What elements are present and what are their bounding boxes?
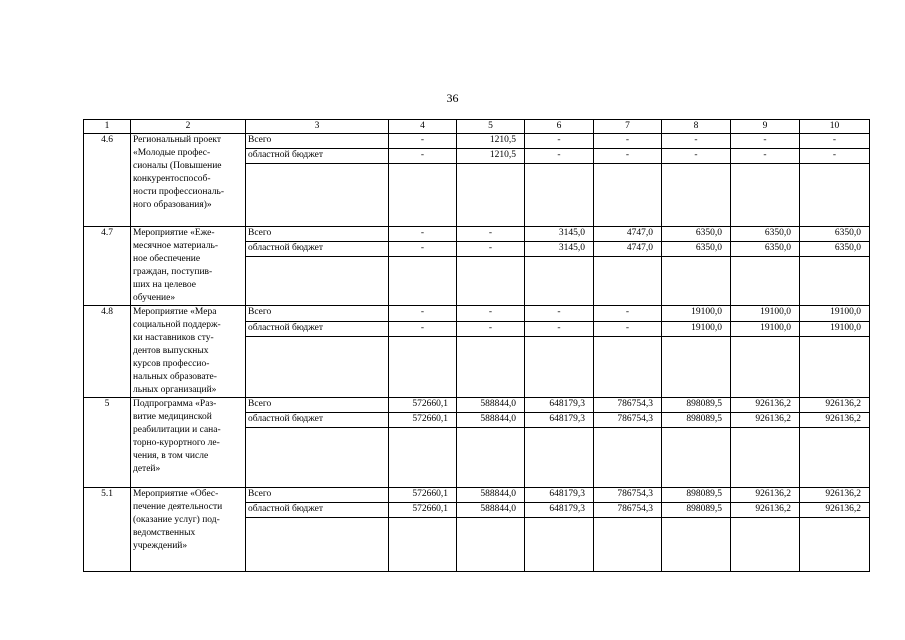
item-name-line: ного образования)» — [133, 200, 212, 210]
empty-cell — [662, 257, 731, 306]
item-name-line: ности профессиональ- — [133, 187, 224, 197]
funding-source: областной бюджет — [246, 321, 389, 337]
item-name-line: Региональный проект — [133, 135, 222, 145]
amount-cell: 6350,0 — [800, 242, 870, 257]
item-name — [131, 227, 246, 306]
empty-cell — [246, 164, 389, 227]
item-name — [131, 134, 246, 227]
amount-cell: 572660,1 — [389, 398, 457, 413]
amount-cell: 926136,2 — [731, 413, 800, 428]
amount-cell: - — [800, 149, 870, 164]
amount-cell: 572660,1 — [389, 503, 457, 518]
item-name-line: Мероприятие «Еже- — [133, 228, 215, 238]
empty-cell — [389, 518, 457, 572]
program-row-total — [84, 488, 870, 503]
amount-cell: - — [800, 134, 870, 149]
empty-cell — [731, 518, 800, 572]
amount-cell: 898089,5 — [662, 413, 731, 428]
program-row-total — [84, 134, 870, 149]
amount-cell: 19100,0 — [662, 321, 731, 337]
amount-cell: 926136,2 — [731, 398, 800, 413]
amount-cell: - — [525, 149, 594, 164]
amount-cell: - — [594, 134, 662, 149]
column-number: 2 — [131, 120, 246, 134]
amount-cell: 926136,2 — [800, 413, 870, 428]
empty-cell — [800, 164, 870, 227]
amount-cell: - — [662, 149, 731, 164]
item-name-line: социальной поддерж- — [133, 320, 221, 330]
item-name — [131, 488, 246, 572]
amount-cell: 1210,5 — [457, 149, 525, 164]
empty-cell — [594, 257, 662, 306]
budget-table — [83, 119, 870, 572]
column-number: 9 — [731, 120, 800, 134]
amount-cell: - — [389, 227, 457, 242]
amount-cell: - — [594, 306, 662, 322]
empty-cell — [389, 164, 457, 227]
item-name-line: детей» — [133, 464, 161, 474]
empty-cell — [525, 164, 594, 227]
amount-cell: 4747,0 — [594, 242, 662, 257]
item-name-line: печение деятельности — [133, 502, 223, 512]
amount-cell: 588844,0 — [457, 503, 525, 518]
amount-cell: 926136,2 — [800, 488, 870, 503]
empty-cell — [246, 337, 389, 398]
column-number: 10 — [800, 120, 870, 134]
empty-cell — [457, 164, 525, 227]
amount-cell: - — [594, 321, 662, 337]
amount-cell: 926136,2 — [731, 503, 800, 518]
empty-cell — [457, 337, 525, 398]
column-number: 5 — [457, 120, 525, 134]
funding-source: Всего — [246, 227, 389, 242]
page-number: 36 — [446, 91, 459, 105]
amount-cell: - — [731, 149, 800, 164]
empty-cell — [246, 428, 389, 488]
item-name-line: дентов выпускных — [133, 346, 209, 356]
amount-cell: 926136,2 — [731, 488, 800, 503]
item-name-line: нальных образовате- — [133, 372, 217, 382]
amount-cell: 6350,0 — [731, 242, 800, 257]
amount-cell: 588844,0 — [457, 398, 525, 413]
empty-cell — [246, 257, 389, 306]
amount-cell: 588844,0 — [457, 488, 525, 503]
column-number: 3 — [246, 120, 389, 134]
amount-cell: 6350,0 — [662, 227, 731, 242]
amount-cell: 19100,0 — [800, 321, 870, 337]
item-name-line: курсов профессио- — [133, 359, 210, 369]
item-name-line: учреждений» — [133, 541, 188, 551]
empty-cell — [389, 337, 457, 398]
amount-cell: 786754,3 — [594, 398, 662, 413]
item-number: 5.1 — [84, 488, 131, 572]
amount-cell: - — [457, 242, 525, 257]
amount-cell: - — [389, 149, 457, 164]
item-name-line: (оказание услуг) под- — [133, 515, 220, 525]
amount-cell: 572660,1 — [389, 488, 457, 503]
amount-cell: 4747,0 — [594, 227, 662, 242]
funding-source: Всего — [246, 488, 389, 503]
amount-cell: 1210,5 — [457, 134, 525, 149]
item-name-line: реабилитации и сана- — [133, 425, 221, 435]
amount-cell: 19100,0 — [731, 321, 800, 337]
amount-cell: 19100,0 — [731, 306, 800, 322]
empty-cell — [457, 257, 525, 306]
amount-cell: 648179,3 — [525, 488, 594, 503]
empty-cell — [662, 164, 731, 227]
item-number: 4.6 — [84, 134, 131, 227]
amount-cell: 648179,3 — [525, 398, 594, 413]
item-name-line: сионалы (Повышение — [133, 161, 222, 171]
item-name-line: ведомственных — [133, 528, 196, 538]
amount-cell: - — [662, 134, 731, 149]
funding-source: областной бюджет — [246, 242, 389, 257]
amount-cell: 588844,0 — [457, 413, 525, 428]
empty-cell — [594, 518, 662, 572]
empty-cell — [594, 164, 662, 227]
empty-cell — [389, 257, 457, 306]
amount-cell: - — [389, 321, 457, 337]
empty-cell — [731, 257, 800, 306]
empty-cell — [731, 337, 800, 398]
item-name — [131, 398, 246, 488]
funding-source: областной бюджет — [246, 413, 389, 428]
item-name-line: «Молодые профес- — [133, 148, 211, 158]
empty-cell — [800, 518, 870, 572]
amount-cell: - — [389, 306, 457, 322]
item-name-line: ное обеспечение — [133, 254, 201, 264]
amount-cell: - — [594, 149, 662, 164]
empty-cell — [525, 518, 594, 572]
column-number: 8 — [662, 120, 731, 134]
amount-cell: 926136,2 — [800, 503, 870, 518]
amount-cell: - — [731, 134, 800, 149]
amount-cell: 572660,1 — [389, 413, 457, 428]
column-number: 7 — [594, 120, 662, 134]
empty-cell — [662, 428, 731, 488]
empty-cell — [246, 518, 389, 572]
empty-cell — [800, 257, 870, 306]
amount-cell: 786754,3 — [594, 488, 662, 503]
empty-cell — [662, 337, 731, 398]
amount-cell: 648179,3 — [525, 503, 594, 518]
empty-cell — [389, 428, 457, 488]
amount-cell: 19100,0 — [662, 306, 731, 322]
item-name-line: ки наставников сту- — [133, 333, 214, 343]
amount-cell: 648179,3 — [525, 413, 594, 428]
empty-cell — [731, 428, 800, 488]
amount-cell: 3145,0 — [525, 227, 594, 242]
funding-source: областной бюджет — [246, 503, 389, 518]
amount-cell: - — [389, 134, 457, 149]
amount-cell: 898089,5 — [662, 398, 731, 413]
column-number: 1 — [84, 120, 131, 134]
amount-cell: 6350,0 — [731, 227, 800, 242]
item-name-line: месячное материаль- — [133, 241, 219, 251]
program-row-total — [84, 306, 870, 322]
funding-source: областной бюджет — [246, 149, 389, 164]
amount-cell: 786754,3 — [594, 503, 662, 518]
empty-cell — [731, 164, 800, 227]
amount-cell: - — [457, 227, 525, 242]
amount-cell: - — [457, 321, 525, 337]
amount-cell: - — [525, 134, 594, 149]
empty-cell — [457, 518, 525, 572]
column-number: 4 — [389, 120, 457, 134]
amount-cell: 898089,5 — [662, 488, 731, 503]
item-name-line: конкурентоспособ- — [133, 174, 211, 184]
empty-cell — [525, 337, 594, 398]
amount-cell: 6350,0 — [800, 227, 870, 242]
item-name — [131, 306, 246, 398]
program-row-total — [84, 227, 870, 242]
item-name-line: торно-курортного ле- — [133, 438, 220, 448]
item-name-line: Подпрограмма «Раз- — [133, 399, 217, 409]
item-name-line: чения, в том числе — [133, 451, 209, 461]
item-name-line: витие медицинской — [133, 412, 212, 422]
empty-cell — [800, 428, 870, 488]
empty-cell — [800, 337, 870, 398]
item-name-line: льных организаций» — [133, 385, 217, 395]
item-name-line: граждан, поступив- — [133, 267, 213, 277]
empty-cell — [525, 428, 594, 488]
amount-cell: - — [389, 242, 457, 257]
funding-source: Всего — [246, 306, 389, 322]
amount-cell: - — [457, 306, 525, 322]
column-number-row — [84, 120, 870, 134]
column-number: 6 — [525, 120, 594, 134]
amount-cell: 898089,5 — [662, 503, 731, 518]
amount-cell: 3145,0 — [525, 242, 594, 257]
funding-source: Всего — [246, 134, 389, 149]
empty-cell — [594, 337, 662, 398]
empty-cell — [457, 428, 525, 488]
amount-cell: 6350,0 — [662, 242, 731, 257]
empty-cell — [662, 518, 731, 572]
amount-cell: 19100,0 — [800, 306, 870, 322]
item-name-line: ших на целевое — [133, 280, 196, 290]
amount-cell: - — [525, 321, 594, 337]
item-number: 5 — [84, 398, 131, 488]
item-name-line: Мероприятие «Обес- — [133, 489, 219, 499]
amount-cell: 926136,2 — [800, 398, 870, 413]
amount-cell: - — [525, 306, 594, 322]
item-name-line: обучение» — [133, 293, 176, 303]
item-name-line: Мероприятие «Мера — [133, 307, 217, 317]
item-number: 4.8 — [84, 306, 131, 398]
item-number: 4.7 — [84, 227, 131, 306]
program-row-total — [84, 398, 870, 413]
empty-cell — [525, 257, 594, 306]
funding-source: Всего — [246, 398, 389, 413]
amount-cell: 786754,3 — [594, 413, 662, 428]
empty-cell — [594, 428, 662, 488]
